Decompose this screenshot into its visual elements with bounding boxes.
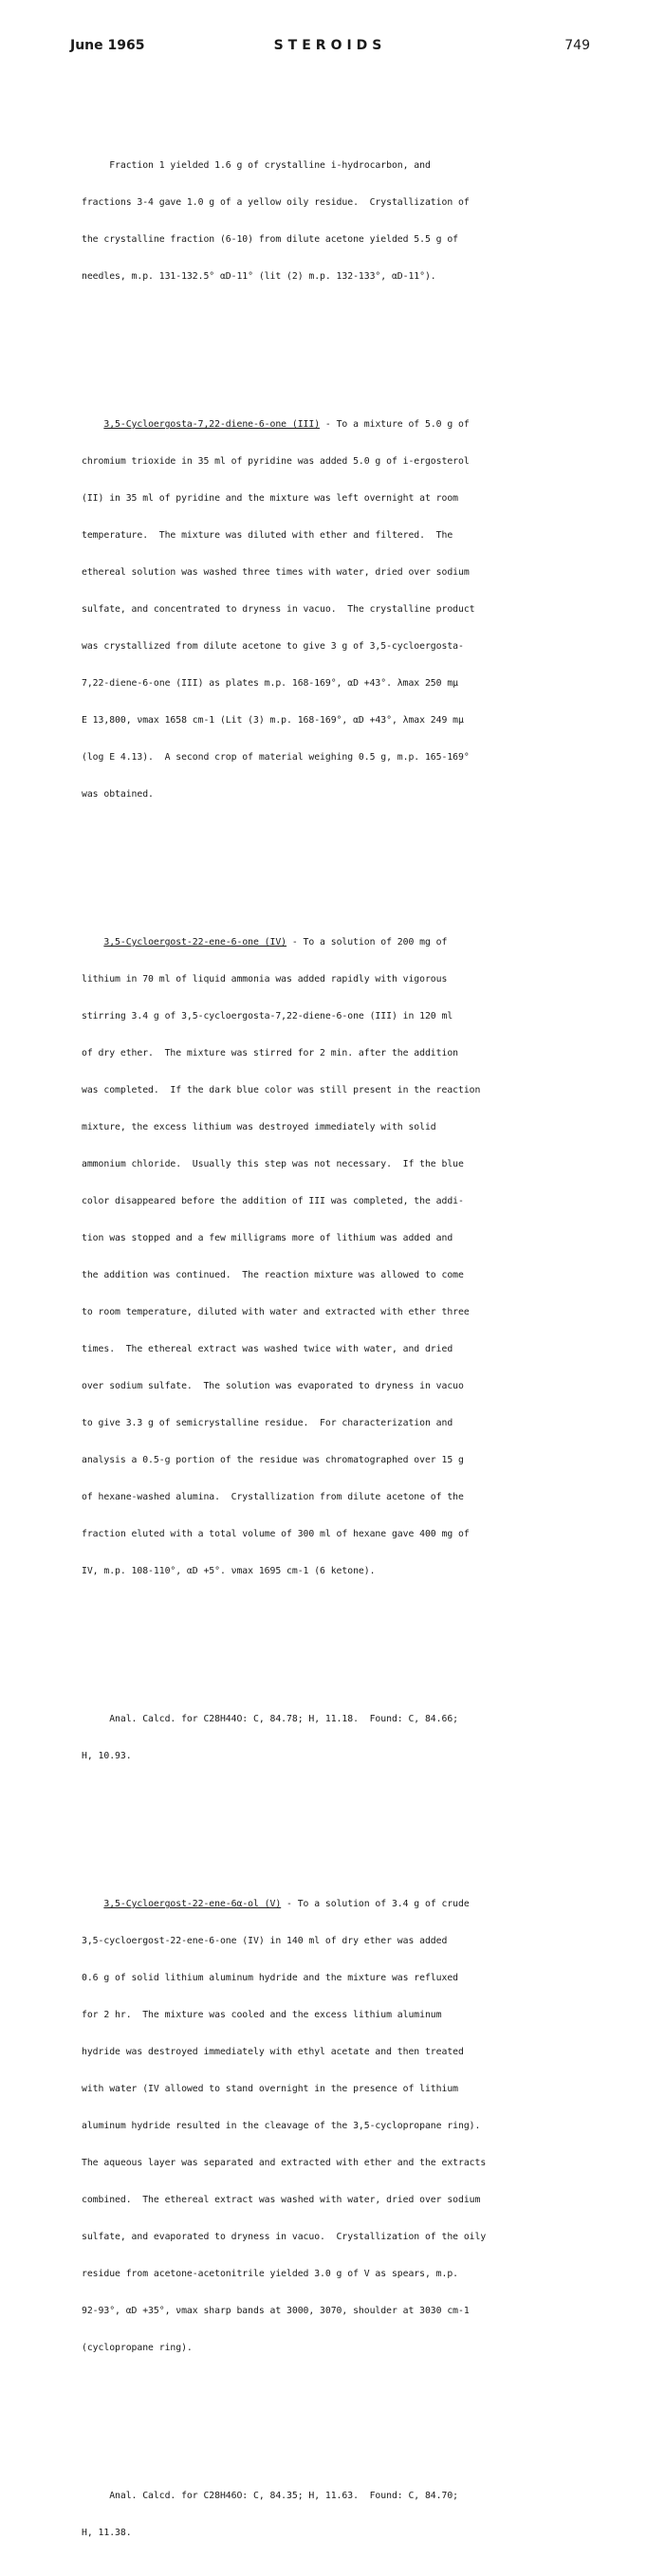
text-line: for 2 hr. The mixture was cooled and the excess lithium aluminum <box>82 2010 442 2020</box>
article-body <box>82 98 575 2576</box>
text-line: mixture, the excess lithium was destroyed immediately with solid <box>82 1122 436 1132</box>
text-line: was obtained. <box>82 789 154 800</box>
header-date: June 1965 <box>70 38 145 53</box>
text-line: Fraction 1 yielded 1.6 g of crystalline i-hydrocarbon, and <box>82 160 431 171</box>
text-line: The aqueous layer was separated and extracted with ether and the extracts <box>82 2158 487 2168</box>
text-line: fraction eluted with a total volume of 300 ml of hexane gave 400 mg of <box>82 1529 470 1539</box>
text-line: fractions 3-4 gave 1.0 g of a yellow oily residue. Crystallization of <box>82 197 470 208</box>
text-line: to give 3.3 g of semicrystalline residue. For characterization and <box>82 1418 453 1428</box>
paragraph-compound-iii <box>82 394 575 825</box>
text-line: over sodium sulfate. The solution was evaporated to dryness in vacuo <box>82 1381 464 1391</box>
text-line: the addition was continued. The reaction mixture was allowed to come <box>82 1270 464 1280</box>
text-line: 7,22-diene-6-one (III) as plates m.p. 168-169°, αD +43°. λmax 250 mμ <box>82 678 458 689</box>
text-line: Anal. Calcd. for C28H44O: C, 84.78; H, 11.18. Found: C, 84.66; <box>82 1714 458 1724</box>
text-line: to room temperature, diluted with water and extracted with ether three <box>82 1307 470 1317</box>
text-line: residue from acetone-acetonitrile yielded 3.0 g of V as spears, m.p. <box>82 2269 458 2279</box>
text-line: H, 11.38. <box>82 2528 132 2538</box>
text-line: E 13,800, νmax 1658 cm-1 (Lit (3) m.p. 168-169°, αD +43°, λmax 249 mμ <box>82 715 464 726</box>
text-line: sulfate, and evaporated to dryness in vacuo. Crystallization of the oily <box>82 2232 487 2242</box>
text-line: ethereal solution was washed three times with water, dried over sodium <box>82 567 470 578</box>
text-line: needles, m.p. 131-132.5° αD-11° (lit (2) m.p. 132-133°, αD-11°). <box>82 271 436 282</box>
paragraph-analysis-v <box>82 2465 575 2564</box>
text-line: color disappeared before the addition of III was completed, the addi- <box>82 1196 464 1206</box>
paragraph-compound-v <box>82 1873 575 2379</box>
text-line: - To a solution of 3.4 g of crude <box>281 1899 470 1909</box>
text-line: (II) in 35 ml of pyridine and the mixture was left overnight at room <box>82 493 458 504</box>
text-line: times. The ethereal extract was washed twice with water, and dried <box>82 1344 453 1354</box>
text-line: temperature. The mixture was diluted with ether and filtered. The <box>82 530 453 541</box>
text-line: was crystallized from dilute acetone to give 3 g of 3,5-cycloergosta- <box>82 641 464 652</box>
section-title-compound-iii: 3,5-Cycloergosta-7,22-diene-6-one (III) <box>103 419 321 430</box>
text-line: - To a mixture of 5.0 g of <box>320 419 470 430</box>
text-line: the crystalline fraction (6-10) from dilute acetone yielded 5.5 g of <box>82 234 458 245</box>
text-line: combined. The ethereal extract was washed with water, dried over sodium <box>82 2195 481 2205</box>
text-line: was completed. If the dark blue color was still present in the reaction <box>82 1085 481 1095</box>
section-title-compound-iv: 3,5-Cycloergost-22-ene-6-one (IV) <box>103 937 287 948</box>
page-header <box>70 38 590 57</box>
paragraph-analysis-iv <box>82 1688 575 1787</box>
text-line: 3,5-cycloergost-22-ene-6-one (IV) in 140 ml of dry ether was added <box>82 1936 448 1946</box>
text-line: 92-93°, αD +35°, νmax sharp bands at 3000, 3070, shoulder at 3030 cm-1 <box>82 2306 470 2316</box>
text-line: of dry ether. The mixture was stirred for 2 min. after the addition <box>82 1048 458 1058</box>
text-line: 0.6 g of solid lithium aluminum hydride and the mixture was refluxed <box>82 1973 458 1983</box>
text-line: with water (IV allowed to stand overnight in the presence of lithium <box>82 2084 458 2094</box>
text-line: chromium trioxide in 35 ml of pyridine was added 5.0 g of i-ergosterol <box>82 456 470 467</box>
text-line: ammonium chloride. Usually this step was not necessary. If the blue <box>82 1159 464 1169</box>
text-line: of hexane-washed alumina. Crystallization from dilute acetone of the <box>82 1492 464 1502</box>
text-line: sulfate, and concentrated to dryness in vacuo. The crystalline product <box>82 604 475 615</box>
text-line: stirring 3.4 g of 3,5-cycloergosta-7,22-diene-6-one (III) in 120 ml <box>82 1011 453 1021</box>
text-line: IV, m.p. 108-110°, αD +5°. νmax 1695 cm-1 (6 ketone). <box>82 1566 376 1576</box>
text-line: - To a solution of 200 mg of <box>286 937 448 948</box>
paragraph-compound-iv <box>82 911 575 1602</box>
journal-title: STEROIDS <box>273 38 387 53</box>
text-line: Anal. Calcd. for C28H46O: C, 84.35; H, 11.63. Found: C, 84.70; <box>82 2491 458 2501</box>
section-title-compound-v: 3,5-Cycloergost-22-ene-6α-ol (V) <box>103 1899 282 1909</box>
page-number: 749 <box>564 38 590 53</box>
paragraph-fraction-1 <box>82 135 575 307</box>
text-line: aluminum hydride resulted in the cleavage of the 3,5-cyclopropane ring). <box>82 2121 481 2131</box>
text-line: tion was stopped and a few milligrams more of lithium was added and <box>82 1233 453 1243</box>
text-line: hydride was destroyed immediately with ethyl acetate and then treated <box>82 2047 464 2057</box>
text-line: analysis a 0.5-g portion of the residue was chromatographed over 15 g <box>82 1455 464 1465</box>
text-line: (cyclopropane ring). <box>82 2343 193 2353</box>
text-line: lithium in 70 ml of liquid ammonia was added rapidly with vigorous <box>82 974 448 984</box>
text-line: (log E 4.13). A second crop of material weighing 0.5 g, m.p. 165-169° <box>82 752 470 763</box>
text-line: H, 10.93. <box>82 1751 132 1761</box>
